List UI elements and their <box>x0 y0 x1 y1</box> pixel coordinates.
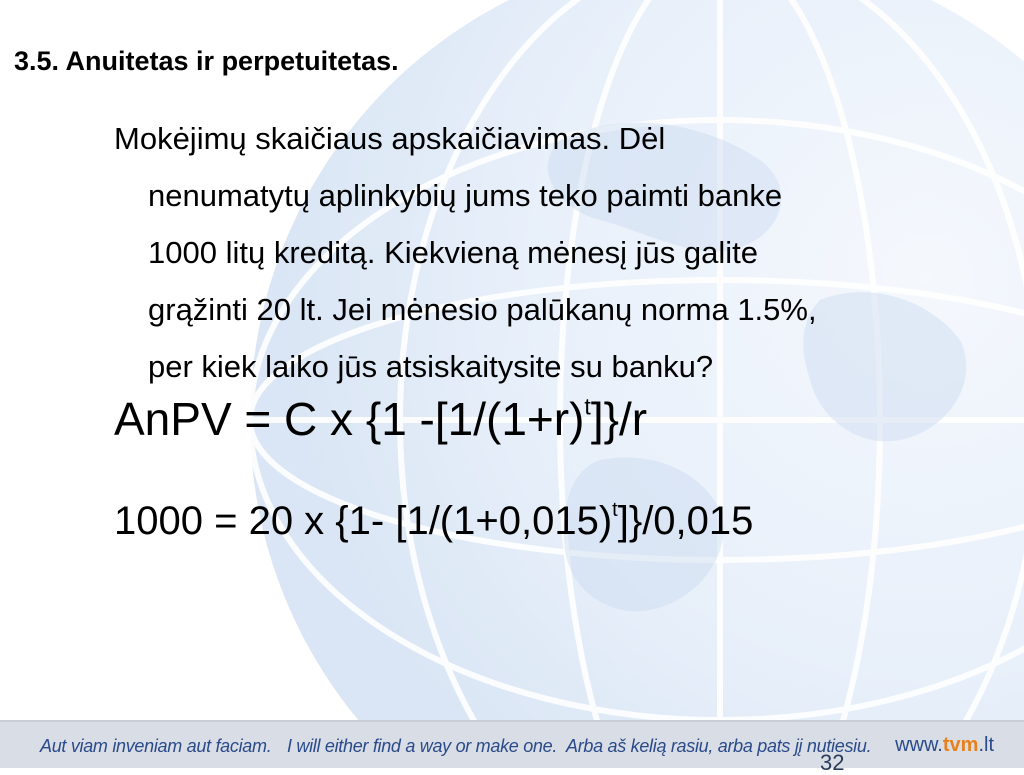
formula-text: 1000 = 20 x {1- [1/(1+0,015) <box>114 499 613 543</box>
problem-line: 1000 litų kreditą. Kiekvieną mėnesį jūs galite <box>148 235 759 270</box>
page-number: 32 <box>820 750 845 775</box>
problem-line: Mokėjimų skaičiaus apskaičiavimas. Dėl <box>114 121 666 156</box>
footer-banner <box>0 720 1024 768</box>
substituted-formula <box>114 501 753 541</box>
annuity-pv-formula <box>114 393 648 445</box>
problem-line: nenumatytų aplinkybių jums teko paimti banke <box>148 178 783 213</box>
site-suffix: .lt <box>978 734 994 756</box>
formula-text: ]}/r <box>590 393 648 445</box>
problem-line: per kiek laiko jūs atsiskaitysite su banku? <box>148 349 714 384</box>
motto-english: I will either find a way or make one. <box>287 736 558 756</box>
site-prefix: www. <box>895 734 943 756</box>
site-logo <box>895 734 994 757</box>
site-brand: tvm <box>942 734 979 756</box>
problem-statement <box>114 110 817 395</box>
motto-latin: Aut viam inveniam aut faciam. <box>40 736 272 756</box>
motto-lithuanian: Arba aš kelią rasiu, arba pats jį nutiesiu. <box>566 736 872 756</box>
formula-exponent: t <box>612 499 618 521</box>
slide-title: 3.5. Anuitetas ir perpetuitetas. <box>14 46 399 76</box>
problem-line: grąžinti 20 lt. Jei mėnesio palūkanų norma 1.5%, <box>148 292 817 327</box>
formula-text: AnPV = C x {1 -[1/(1+r) <box>114 393 585 445</box>
formula-text: ]}/0,015 <box>617 499 754 543</box>
formula-exponent: t <box>584 393 591 420</box>
